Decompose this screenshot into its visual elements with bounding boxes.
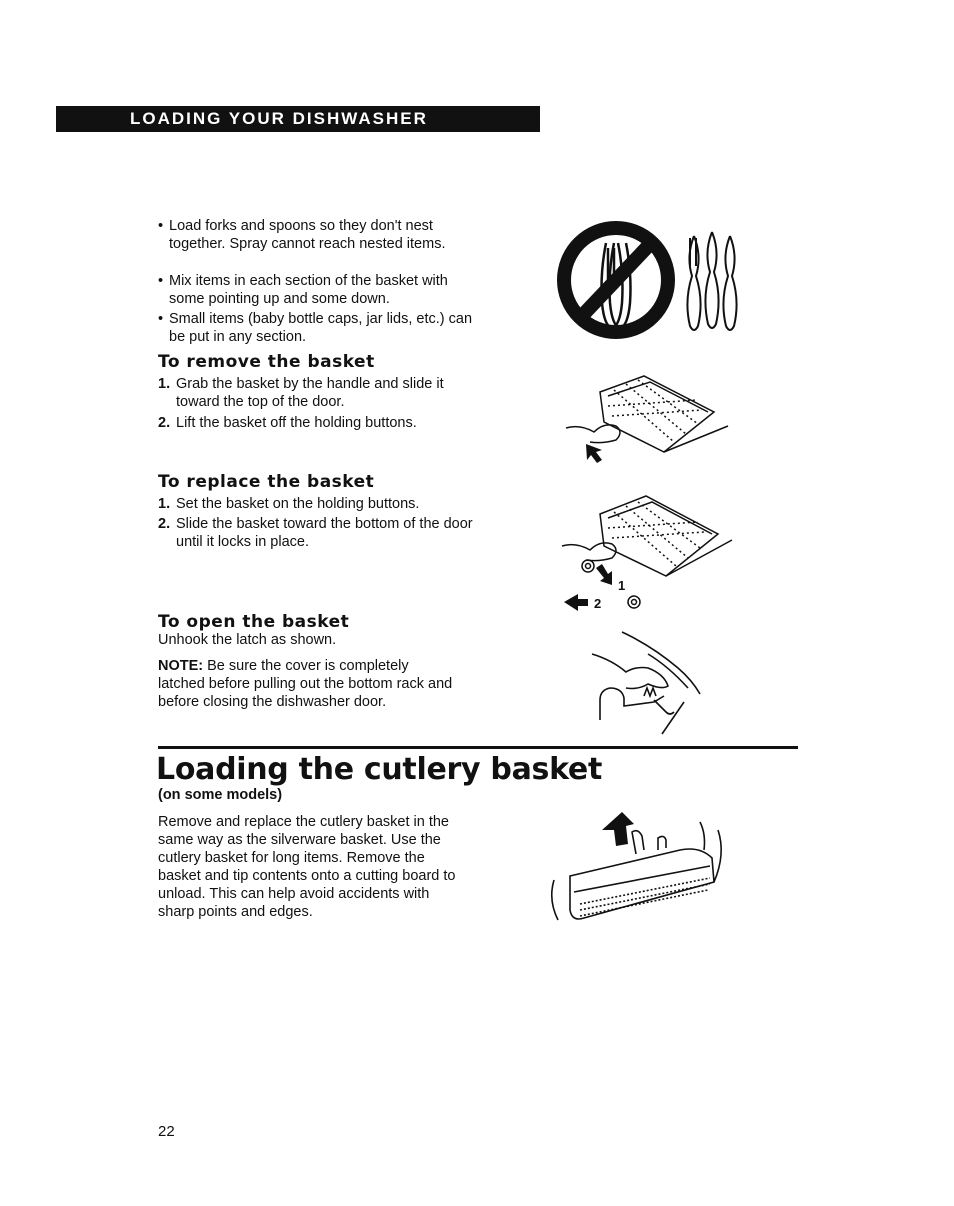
no-nesting-illustration	[556, 218, 746, 346]
step-number: 1.	[158, 496, 171, 512]
open-basket-note	[158, 657, 458, 711]
tip-text: Load forks and spoons so they don't nest together. Spray cannot reach nested items.	[169, 218, 446, 252]
basket-grid-icon	[600, 376, 728, 452]
step-number: 1.	[158, 376, 171, 392]
tip-mix-items	[158, 272, 478, 308]
replace-step-2	[158, 515, 478, 551]
step-number: 2.	[158, 415, 171, 431]
latch-icon	[600, 688, 684, 734]
cutlery-body: Remove and replace the cutlery basket in the same way as the silverware basket. Use the cutlery basket for long items. Remove the basket and tip contents onto a cutting board to unload. This can help avoid accidents with sharp points and edges.	[158, 814, 456, 920]
bullet: •	[158, 218, 164, 234]
tip-text: Mix items in each section of the basket with some pointing up and some down.	[169, 273, 448, 307]
cutlery-basket-icon	[552, 822, 721, 920]
step-text: Grab the basket by the handle and slide it toward the top of the door.	[176, 376, 444, 410]
hand-icon	[592, 632, 700, 694]
open-basket-heading: To open the basket	[158, 612, 350, 632]
side-arrow-icon	[564, 594, 588, 611]
prohibition-sign-icon	[564, 228, 668, 332]
step-number: 2.	[158, 516, 171, 532]
open-basket-body: Unhook the latch as shown.	[158, 632, 337, 648]
separated-utensils-icon	[687, 232, 736, 330]
hand-icon	[566, 425, 620, 443]
tip-nesting	[158, 217, 478, 253]
step-text: Slide the basket toward the bottom of the door until it locks in place.	[176, 516, 473, 550]
bullet: •	[158, 311, 164, 327]
remove-step-1	[158, 375, 478, 411]
bullet: •	[158, 273, 164, 289]
hand-icon	[562, 543, 616, 561]
note-text: Be sure the cover is completely latched before pulling out the bottom rack and before closing the dishwasher door.	[158, 658, 453, 710]
tip-text: Small items (baby bottle caps, jar lids, etc.) can be put in any section.	[169, 311, 473, 345]
cutlery-basket-illustration	[550, 810, 726, 934]
remove-basket-illustration	[564, 372, 732, 464]
tip-small-items	[158, 310, 478, 346]
remove-step-2	[158, 414, 478, 432]
step-label-1: 1	[618, 578, 626, 593]
open-latch-illustration	[588, 630, 708, 736]
note-label: NOTE:	[158, 658, 204, 674]
arrow-icon	[586, 444, 602, 463]
replace-basket-heading: To replace the basket	[158, 472, 375, 492]
step-text: Lift the basket off the holding buttons.	[176, 415, 417, 431]
up-arrow-icon	[602, 812, 634, 846]
remove-basket-heading: To remove the basket	[158, 352, 375, 372]
basket-grid-icon	[600, 496, 732, 576]
step-label-2: 2	[594, 596, 602, 611]
replace-basket-illustration	[562, 492, 740, 616]
page-number: 22	[158, 1123, 175, 1140]
step-text: Set the basket on the holding buttons.	[176, 496, 420, 512]
section-banner: LOADING YOUR DISHWASHER	[56, 106, 540, 132]
cutlery-subtitle: (on some models)	[158, 787, 283, 803]
cutlery-title: Loading the cutlery basket	[156, 752, 603, 787]
replace-step-1	[158, 495, 478, 513]
down-arrow-icon	[596, 564, 612, 585]
section-divider	[158, 746, 798, 749]
